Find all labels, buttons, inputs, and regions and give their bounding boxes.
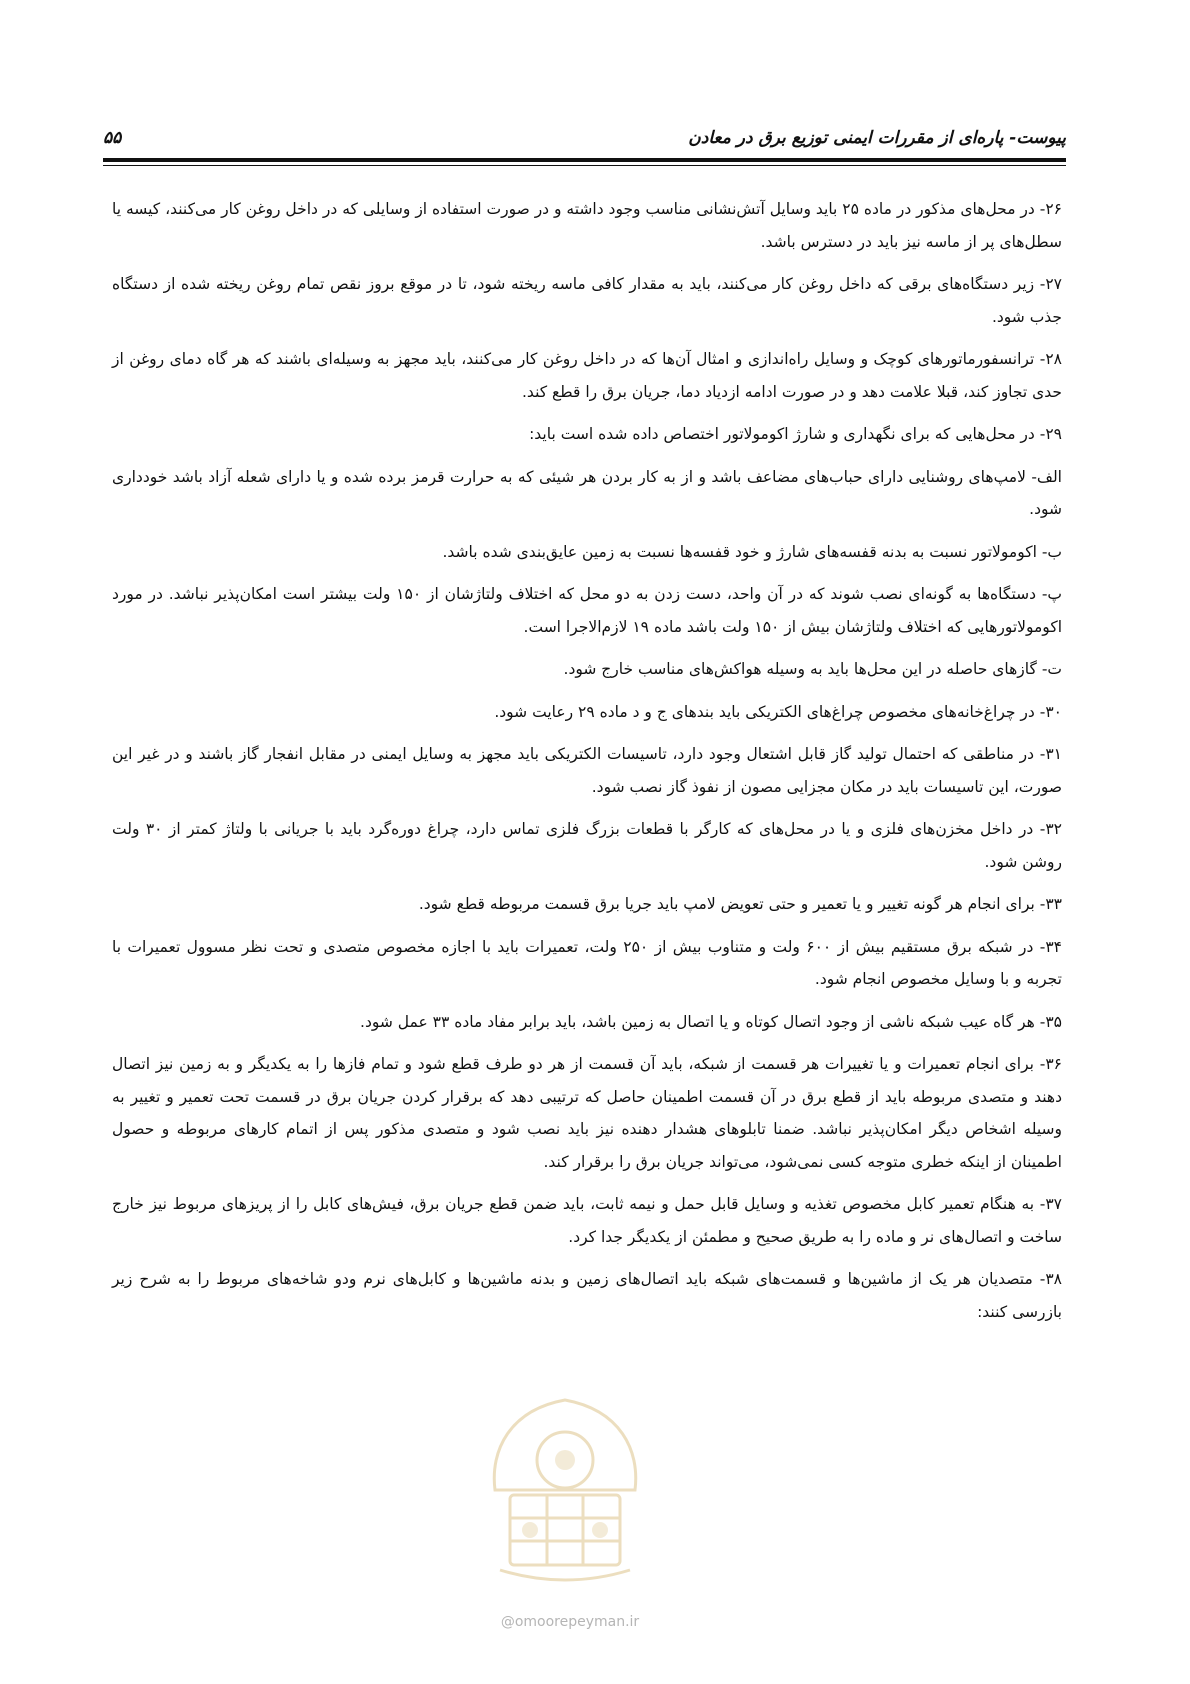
paragraph-28: ۲۸- ترانسفورماتورهای کوچک و وسایل راه‌اندازی و امثال آن‌ها که در داخل روغن کار می‌کنند، باید مجهز به وسیله‌ای باشند که هر گاه دمای روغن از حدی تجاوز کند، قبلا علامت دهد و در صورت ادامه ازدیاد دما، جریان برق را قطع کند. bbox=[112, 350, 1062, 401]
header-rule-thick bbox=[103, 158, 1066, 162]
header-rule-thin bbox=[103, 165, 1066, 166]
paragraph-34: ۳۴- در شبکه برق مستقیم بیش از ۶۰۰ ولت و متناوب بیش از ۲۵۰ ولت، تعمیرات باید با اجازه مخصوص متصدی و تحت نظر مسوول تعمیرات با تجربه و با وسایل مخصوص انجام شود. bbox=[112, 937, 1062, 988]
paragraph-29-be: ب- اکومولاتور نسبت به بدنه قفسه‌های شارژ و خود قفسه‌ها نسبت به زمین عایق‌بندی شده باشد. bbox=[442, 542, 1062, 561]
document-body bbox=[112, 193, 1062, 1338]
paragraph-30: ۳۰- در چراغ‌خانه‌های مخصوص چراغ‌های الکتریکی باید بندهای ج و د ماده ۲۹ رعایت شود. bbox=[494, 702, 1062, 721]
paragraph-29-te: ت- گازهای حاصله در این محل‌ها باید به وسیله هواکش‌های مناسب خارج شود. bbox=[563, 660, 1062, 678]
paragraph-29-alef: الف- لامپ‌های روشنایی دارای حباب‌های مضاعف باشد و از به کار بردن هر شیئی که به حرارت قرمز برده شده و یا دارای شعله آزاد باشد خودداری شود. bbox=[112, 467, 1062, 518]
watermark-emblem-icon bbox=[470, 1390, 660, 1590]
paragraph-38: ۳۸- متصدیان هر یک از ماشین‌ها و قسمت‌های شبکه باید اتصال‌های زمین و بدنه ماشین‌ها و کابل‌های نرم ودو شاخه‌های مربوط را به شرح زیر بازرسی کنند: bbox=[112, 1270, 1062, 1321]
paragraph-29: ۲۹- در محل‌هایی که برای نگهداری و شارژ اکومولاتور اختصاص داده شده است باید: bbox=[529, 425, 1062, 443]
paragraph-33: ۳۳- برای انجام هر گونه تغییر و یا تعمیر و حتی تعویض لامپ باید جریا برق قسمت مربوطه قطع شود. bbox=[418, 895, 1062, 913]
paragraph-36: ۳۶- برای انجام تعمیرات و یا تغییرات هر قسمت از شبکه، باید آن قسمت از هر دو طرف قطع شود و تمام فازها را به یکدیگر و به زمین نیز اتصال دهند و متصدی مربوطه باید از قطع برق در آن قسمت اطمینان حاصل که ترتیبی دهد که برقرار کردن جریان برق در قسمت تحت تعمیر و تغییر به وسیله اشخاص دیگر امکان‌پذیر نباشد. ضمنا تابلوهای هشدار دهنده نیز باید نصب شود و متصدی مذکور پس از اتمام کارهای مربوطه و حصول اطمینان از اینکه خطری متوجه کسی نمی‌شود، می‌تواند جریان برق را برقرار کند. bbox=[112, 1055, 1062, 1171]
paragraph-35: ۳۵- هر گاه عیب شبکه ناشی از وجود اتصال کوتاه و یا اتصال به زمین باشد، باید برابر مفاد ماده ۳۳ عمل شود. bbox=[360, 1012, 1062, 1031]
paragraph-29-pe: پ- دستگاه‌ها به گونه‌ای نصب شوند که در آن واحد، دست زدن به دو محل که اختلاف ولتاژشان از ۱۵۰ ولت بیشتر است امکان‌پذیر نباشد. در مورد اکومولاتورهایی که اختلاف ولتاژشان بیش از ۱۵۰ ولت باشد ماده ۱۹ لازم‌الاجرا است. bbox=[112, 585, 1063, 636]
paragraph-31: ۳۱- در مناطقی که احتمال تولید گاز قابل اشتعال وجود دارد، تاسیسات الکتریکی باید مجهز به وسایل ایمنی در مقابل انفجار گاز باشند و در غیر این صورت، این تاسیسات باید در مکان مجزایی مصون از نفوذ گاز نصب شود. bbox=[112, 745, 1062, 796]
header-title: پیوست- پاره‌ای از مقررات ایمنی توزیع برق در معادن bbox=[688, 128, 1066, 148]
page-number: ۵۵ bbox=[103, 128, 122, 148]
paragraph-32: ۳۲- در داخل مخزن‌های فلزی و یا در محل‌های که کارگر با قطعات بزرگ فلزی تماس دارد، چراغ دوره‌گرد باید با جریانی با ولتاژ کمتر از ۳۰ ولت روشن شود. bbox=[112, 820, 1062, 871]
paragraph-26: ۲۶- در محل‌های مذکور در ماده ۲۵ باید وسایل آتش‌نشانی مناسب وجود داشته و در صورت استفاده از وسایلی که در داخل روغن کار می‌کنند، کیسه یا سطل‌های پر از ماسه نیز باید در دسترس باشد. bbox=[112, 200, 1062, 251]
page-header bbox=[103, 124, 1066, 158]
watermark-url: @omoorepeyman.ir bbox=[500, 1614, 640, 1630]
paragraph-37: ۳۷- به هنگام تعمیر کابل مخصوص تغذیه و وسایل قابل حمل و نیمه ثابت، باید ضمن قطع جریان برق، فیش‌های کابل را از پریزهای مربوط نیز خارج ساخت و اتصال‌های نر و ماده را به طریق صحیح و مطمئن از یکدیگر جدا کرد. bbox=[112, 1195, 1062, 1246]
paragraph-27: ۲۷- زیر دستگاه‌های برقی که داخل روغن کار می‌کنند، باید به مقدار کافی ماسه ریخته شود، تا در موقع بروز نقص تمام روغن ریخته شده از دستگاه جذب شود. bbox=[112, 275, 1062, 326]
